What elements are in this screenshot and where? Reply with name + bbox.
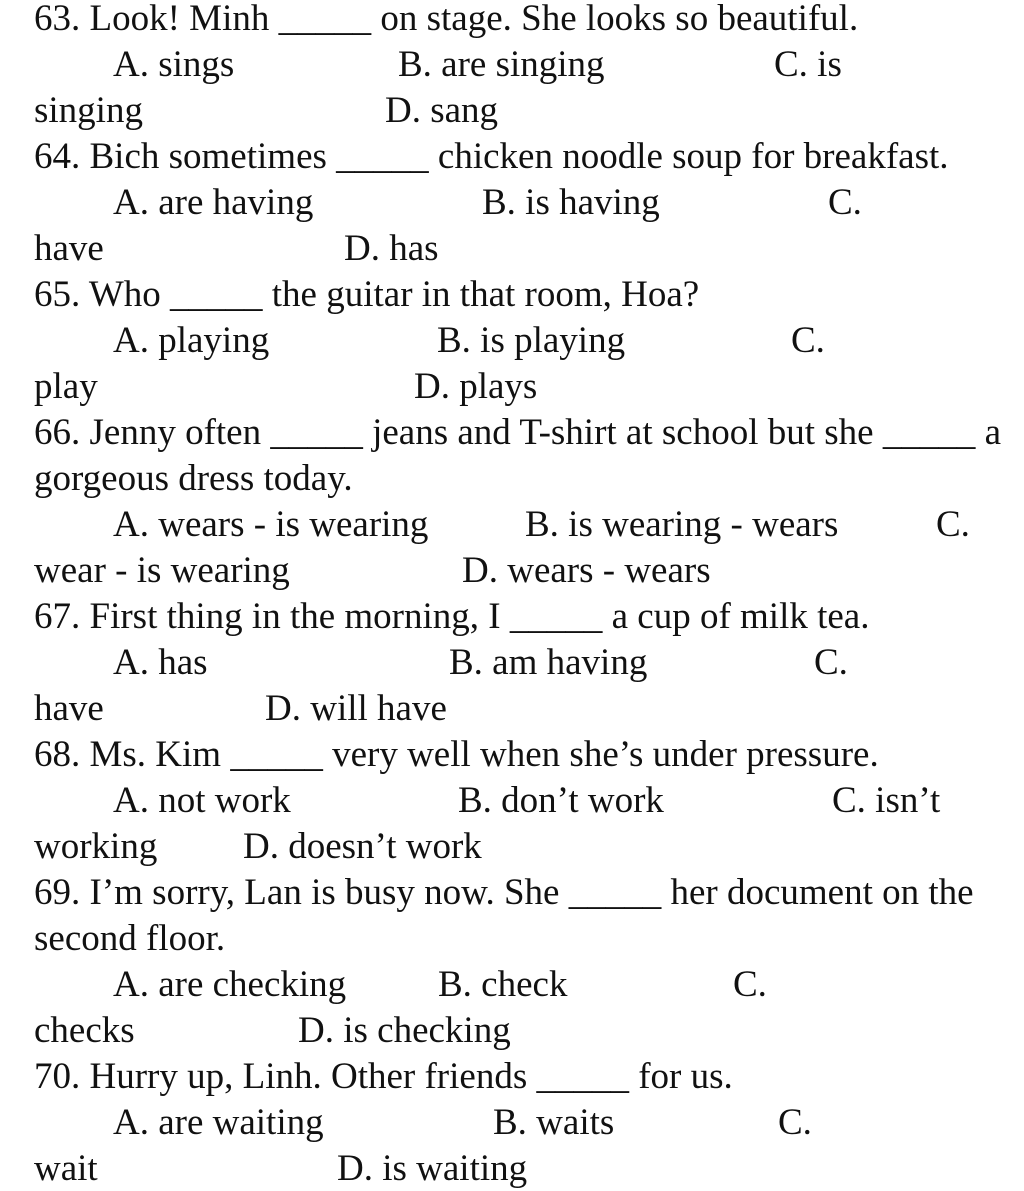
question-64-option-d: D. has — [344, 228, 439, 269]
question-65-option-c-wrap: play — [34, 366, 98, 407]
question-66-option-c: C. — [936, 504, 970, 545]
question-68-option-b: B. don’t work — [458, 780, 664, 821]
question-65-option-a: A. playing — [113, 320, 270, 361]
question-67-option-b: B. am having — [449, 642, 648, 683]
question-68-stem: 68. Ms. Kim _____ very well when she’s under pressure. — [34, 734, 879, 775]
question-66-option-d: D. wears - wears — [462, 550, 711, 591]
question-70-option-a: A. are waiting — [113, 1102, 324, 1143]
question-66-option-c-wrap: wear - is wearing — [34, 550, 290, 591]
question-69-stem: 69. I’m sorry, Lan is busy now. She _____ her document on the — [34, 872, 974, 913]
question-64-option-b: B. is having — [482, 182, 660, 223]
question-63-option-a: A. sings — [113, 44, 235, 85]
question-67-option-d: D. will have — [265, 688, 447, 729]
question-70-option-c: C. — [778, 1102, 812, 1143]
question-65-stem: 65. Who _____ the guitar in that room, Hoa? — [34, 274, 700, 315]
question-66-option-a: A. wears - is wearing — [113, 504, 429, 545]
question-64-option-a: A. are having — [113, 182, 314, 223]
question-63-option-c-wrap: singing — [34, 90, 143, 131]
question-68-option-c-wrap: working — [34, 826, 158, 867]
question-69-option-c: C. — [733, 964, 767, 1005]
question-65-option-b: B. is playing — [437, 320, 626, 361]
question-70-option-c-wrap: wait — [34, 1148, 98, 1189]
question-64-option-c: C. — [828, 182, 862, 223]
question-70-option-d: D. is waiting — [337, 1148, 528, 1189]
question-69-option-a: A. are checking — [113, 964, 347, 1005]
question-68-option-d: D. doesn’t work — [243, 826, 482, 867]
question-68-option-a: A. not work — [113, 780, 291, 821]
question-64-stem: 64. Bich sometimes _____ chicken noodle soup for breakfast. — [34, 136, 949, 177]
question-67-option-a: A. has — [113, 642, 208, 683]
question-67-stem: 67. First thing in the morning, I _____ a cup of milk tea. — [34, 596, 870, 637]
question-70-stem: 70. Hurry up, Linh. Other friends _____ for us. — [34, 1056, 733, 1097]
question-64-option-c-wrap: have — [34, 228, 104, 269]
question-69-option-c-wrap: checks — [34, 1010, 135, 1051]
question-65-option-d: D. plays — [414, 366, 538, 407]
question-68-option-c: C. isn’t — [832, 780, 941, 821]
question-63-option-d: D. sang — [385, 90, 499, 131]
question-69-option-b: B. check — [438, 964, 568, 1005]
question-66-stem: 66. Jenny often _____ jeans and T-shirt at school but she _____ a — [34, 412, 1002, 453]
question-67-option-c-wrap: have — [34, 688, 104, 729]
question-63-option-b: B. are singing — [398, 44, 605, 85]
question-69-stem-continued: second floor. — [34, 918, 226, 959]
question-63-option-c: C. is — [774, 44, 842, 85]
question-66-stem-continued: gorgeous dress today. — [34, 458, 353, 499]
question-70-option-b: B. waits — [493, 1102, 615, 1143]
question-65-option-c: C. — [791, 320, 825, 361]
question-69-option-d: D. is checking — [298, 1010, 511, 1051]
question-63-stem: 63. Look! Minh _____ on stage. She looks so beautiful. — [34, 0, 859, 39]
question-67-option-c: C. — [814, 642, 848, 683]
question-66-option-b: B. is wearing - wears — [525, 504, 839, 545]
